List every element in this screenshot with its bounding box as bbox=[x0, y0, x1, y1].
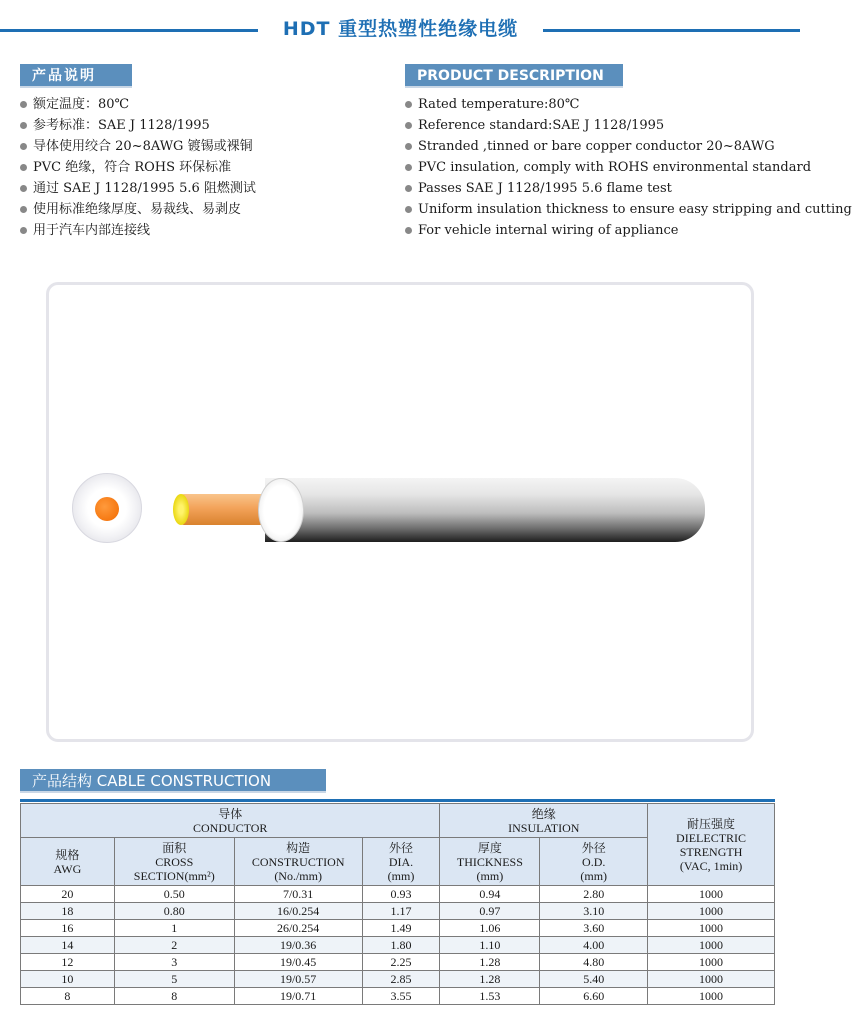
cell-thickness: 0.97 bbox=[440, 903, 540, 920]
cell-cross-section: 2 bbox=[114, 937, 234, 954]
cell-dielectric: 1000 bbox=[648, 988, 775, 1005]
cable-insulation-end bbox=[258, 478, 304, 542]
cell-thickness: 0.94 bbox=[440, 886, 540, 903]
list-item-text: Uniform insulation thickness to ensure easy stripping and cutting bbox=[418, 202, 852, 217]
list-item bbox=[405, 94, 852, 115]
awg-en: AWG bbox=[53, 861, 82, 876]
bullet-icon bbox=[405, 101, 412, 108]
cell-construction: 19/0.45 bbox=[234, 954, 362, 971]
outer-diameter-header bbox=[540, 838, 648, 886]
cell-thickness: 1.06 bbox=[440, 920, 540, 937]
title-rule-left bbox=[0, 29, 258, 32]
product-description-en-header: PRODUCT DESCRIPTION bbox=[405, 64, 623, 88]
cell-conductor-dia: 1.49 bbox=[362, 920, 440, 937]
insulation-group-header bbox=[440, 804, 648, 838]
cell-awg: 20 bbox=[21, 886, 115, 903]
dia-en-1: DIA. bbox=[388, 854, 414, 869]
cable-cross-section-conductor bbox=[95, 497, 119, 521]
conductor-en: CONDUCTOR bbox=[192, 820, 268, 835]
conductor-cn: 导体 bbox=[218, 806, 243, 821]
bullet-icon bbox=[20, 185, 27, 192]
awg-cn: 规格 bbox=[55, 847, 80, 862]
product-description-en-list bbox=[405, 94, 852, 241]
cell-cross-section: 1 bbox=[114, 920, 234, 937]
insulation-cn: 绝缘 bbox=[531, 806, 556, 821]
cell-awg: 10 bbox=[21, 971, 115, 988]
cross-section-header bbox=[114, 838, 234, 886]
list-item-text: 使用标准绝缘厚度、易裁线、易剥皮 bbox=[33, 202, 242, 217]
thick-en-2: (mm) bbox=[476, 868, 504, 883]
list-item bbox=[20, 220, 256, 241]
bullet-icon bbox=[405, 227, 412, 234]
bullet-icon bbox=[405, 206, 412, 213]
list-item bbox=[405, 136, 852, 157]
cell-thickness: 1.28 bbox=[440, 954, 540, 971]
list-item bbox=[20, 94, 256, 115]
cell-conductor-dia: 2.25 bbox=[362, 954, 440, 971]
cell-outer-diameter: 6.60 bbox=[540, 988, 648, 1005]
list-item-text: Rated temperature:80℃ bbox=[418, 97, 580, 112]
cell-thickness: 1.10 bbox=[440, 937, 540, 954]
cell-conductor-dia: 1.80 bbox=[362, 937, 440, 954]
list-item bbox=[20, 199, 256, 220]
conductor-dia-header bbox=[362, 838, 440, 886]
list-item bbox=[20, 157, 256, 178]
cell-conductor-dia: 2.85 bbox=[362, 971, 440, 988]
thick-cn: 厚度 bbox=[477, 840, 502, 855]
title-rule-right bbox=[543, 29, 800, 32]
list-item bbox=[20, 136, 256, 157]
dielectric-strength-header bbox=[648, 804, 775, 886]
table-row bbox=[21, 954, 775, 971]
cell-awg: 16 bbox=[21, 920, 115, 937]
cell-awg: 12 bbox=[21, 954, 115, 971]
list-item bbox=[405, 115, 852, 136]
table-row bbox=[21, 988, 775, 1005]
cell-construction: 16/0.254 bbox=[234, 903, 362, 920]
bullet-icon bbox=[405, 122, 412, 129]
dielectric-en-1: DIELECTRIC bbox=[676, 830, 747, 845]
cell-thickness: 1.53 bbox=[440, 988, 540, 1005]
cell-awg: 14 bbox=[21, 937, 115, 954]
list-item-text: PVC insulation, comply with ROHS environmental standard bbox=[418, 160, 812, 175]
cell-dielectric: 1000 bbox=[648, 903, 775, 920]
cell-construction: 19/0.36 bbox=[234, 937, 362, 954]
list-item-text: PVC 绝缘，符合 ROHS 环保标准 bbox=[33, 160, 232, 175]
table-top-rule bbox=[20, 799, 775, 802]
cell-dielectric: 1000 bbox=[648, 937, 775, 954]
cell-construction: 7/0.31 bbox=[234, 886, 362, 903]
cross-cn: 面积 bbox=[162, 840, 187, 855]
cell-cross-section: 0.50 bbox=[114, 886, 234, 903]
dielectric-en-3: (VAC, 1min) bbox=[679, 858, 743, 873]
cable-insulation-body bbox=[265, 478, 705, 542]
constr-en-2: (No./mm) bbox=[274, 868, 322, 883]
bullet-icon bbox=[405, 185, 412, 192]
list-item-text: Passes SAE J 1128/1995 5.6 flame test bbox=[418, 181, 672, 196]
cell-construction: 19/0.71 bbox=[234, 988, 362, 1005]
cell-dielectric: 1000 bbox=[648, 971, 775, 988]
list-item bbox=[405, 157, 852, 178]
table-row bbox=[21, 937, 775, 954]
bullet-icon bbox=[20, 122, 27, 129]
cable-conductor-tip bbox=[173, 494, 189, 525]
cell-construction: 19/0.57 bbox=[234, 971, 362, 988]
conductor-group-header bbox=[21, 804, 440, 838]
list-item-text: Reference standard:SAE J 1128/1995 bbox=[418, 118, 665, 133]
cell-dielectric: 1000 bbox=[648, 920, 775, 937]
page-title: HDT 重型热塑性绝缘电缆 bbox=[282, 18, 519, 40]
cell-outer-diameter: 4.80 bbox=[540, 954, 648, 971]
bullet-icon bbox=[405, 143, 412, 150]
cell-cross-section: 0.80 bbox=[114, 903, 234, 920]
cell-conductor-dia: 3.55 bbox=[362, 988, 440, 1005]
cell-cross-section: 3 bbox=[114, 954, 234, 971]
od-en-2: (mm) bbox=[580, 868, 608, 883]
cross-en-2: SECTION(mm²) bbox=[133, 868, 215, 883]
cell-conductor-dia: 1.17 bbox=[362, 903, 440, 920]
list-item bbox=[405, 199, 852, 220]
bullet-icon bbox=[20, 227, 27, 234]
list-item-text: 用于汽车内部连接线 bbox=[33, 223, 151, 238]
bullet-icon bbox=[20, 101, 27, 108]
list-item-text: 通过 SAE J 1128/1995 5.6 阻燃测试 bbox=[33, 181, 256, 196]
cell-dielectric: 1000 bbox=[648, 954, 775, 971]
cell-outer-diameter: 5.40 bbox=[540, 971, 648, 988]
od-cn: 外径 bbox=[581, 840, 606, 855]
cell-conductor-dia: 0.93 bbox=[362, 886, 440, 903]
list-item bbox=[20, 115, 256, 136]
thick-en-1: THICKNESS bbox=[456, 854, 523, 869]
cell-cross-section: 5 bbox=[114, 971, 234, 988]
bullet-icon bbox=[20, 164, 27, 171]
dielectric-cn: 耐压强度 bbox=[687, 816, 736, 831]
dia-cn: 外径 bbox=[389, 840, 414, 855]
thickness-header bbox=[440, 838, 540, 886]
product-description-cn-list bbox=[20, 94, 256, 241]
constr-cn: 构造 bbox=[286, 840, 311, 855]
product-description-cn-header: 产品说明 bbox=[20, 64, 132, 88]
cross-en-1: CROSS bbox=[155, 854, 194, 869]
cell-outer-diameter: 3.10 bbox=[540, 903, 648, 920]
list-item-text: For vehicle internal wiring of appliance bbox=[418, 223, 679, 238]
list-item-text: 参考标准：SAE J 1128/1995 bbox=[33, 118, 210, 133]
cell-construction: 26/0.254 bbox=[234, 920, 362, 937]
bullet-icon bbox=[20, 206, 27, 213]
cell-outer-diameter: 3.60 bbox=[540, 920, 648, 937]
bullet-icon bbox=[20, 143, 27, 150]
cell-outer-diameter: 2.80 bbox=[540, 886, 648, 903]
cable-construction-header: 产品结构 CABLE CONSTRUCTION bbox=[20, 769, 326, 793]
dia-en-2: (mm) bbox=[387, 868, 415, 883]
list-item bbox=[405, 220, 852, 241]
cell-awg: 18 bbox=[21, 903, 115, 920]
cell-awg: 8 bbox=[21, 988, 115, 1005]
list-item bbox=[405, 178, 852, 199]
list-item bbox=[20, 178, 256, 199]
constr-en-1: CONSTRUCTION bbox=[251, 854, 345, 869]
cable-construction-table bbox=[20, 803, 775, 1005]
construction-header bbox=[234, 838, 362, 886]
bullet-icon bbox=[405, 164, 412, 171]
list-item-text: 额定温度：80℃ bbox=[33, 97, 130, 112]
cell-cross-section: 8 bbox=[114, 988, 234, 1005]
table-row bbox=[21, 886, 775, 903]
dielectric-en-2: STRENGTH bbox=[679, 844, 743, 859]
od-en-1: O.D. bbox=[582, 854, 606, 869]
cell-thickness: 1.28 bbox=[440, 971, 540, 988]
cell-outer-diameter: 4.00 bbox=[540, 937, 648, 954]
table-row bbox=[21, 920, 775, 937]
cell-dielectric: 1000 bbox=[648, 886, 775, 903]
awg-header bbox=[21, 838, 115, 886]
list-item-text: Stranded ,tinned or bare copper conductor 20~8AWG bbox=[418, 139, 775, 154]
table-row bbox=[21, 971, 775, 988]
list-item-text: 导体使用绞合 20~8AWG 镀锡或裸铜 bbox=[33, 139, 253, 154]
insulation-en: INSULATION bbox=[508, 820, 580, 835]
table-row bbox=[21, 903, 775, 920]
